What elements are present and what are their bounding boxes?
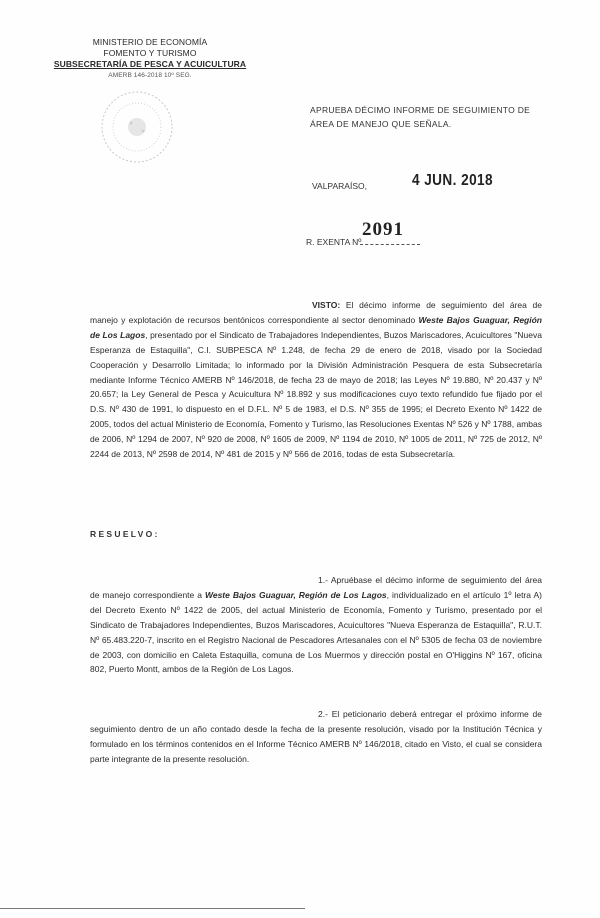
resolution-number-line xyxy=(360,244,420,245)
visto-text-a: El décimo informe de seguimiento del área de manejo y explotación de recursos bentónicos correspondiente al sector denominado xyxy=(90,300,542,325)
item-1-sector-name: Weste Bajos Guaguar, Región de Los Lagos xyxy=(204,589,387,600)
subsecretaria-name: SUBSECRETARÍA DE PESCA Y ACUICULTURA xyxy=(53,59,247,69)
item-2-text: 2.- El peticionario deberá entregar el próximo informe de seguimiento dentro de un año contado desde la fecha de la presente resolución, visado por la Institución Técnica y formulado en los términos contenidos en el Informe Técnico AMERB Nº 146/2018, citado en Visto, el cual se considera parte integrante de la presente resolución. xyxy=(90,709,542,764)
item-1-paragraph xyxy=(90,573,542,677)
ministry-subtitle: FOMENTO Y TURISMO xyxy=(103,48,197,58)
visto-paragraph xyxy=(90,298,542,462)
resolution-number: 2091 xyxy=(362,219,404,240)
visto-sector-name: Weste Bajos Guaguar, Región de Los Lagos xyxy=(90,314,542,340)
item-1-text-b: , individualizado en el artículo 1º letra A) del Decreto Exento Nº 1422 de 2005, del actual Ministerio de Economía, Fomento y Turismo, presentado por el Sindicato de Trabajadores Independientes, Buzos Mariscadores, Acuicultores "Nueva Esperanza de Estaquilla", R.U.T. Nº 65.483.220-7, inscrito en el Registro Nacional de Pescadores Artesanales con el Nº 5305 de fecha 03 de noviembre de 2003, con domicilio en Caleta Estaquilla, comuna de Los Muermos y dirección postal en O'Higgins Nº 167, oficina 802, Puerto Montt, ambos de la Región de Los Lagos. xyxy=(90,589,542,675)
resuelvo-heading: RESUELVO: xyxy=(90,529,160,539)
ministry-name: MINISTERIO DE ECONOMÍA xyxy=(92,37,208,47)
resolution-date: 4 JUN. 2018 xyxy=(412,172,494,189)
visto-text-b: , presentado por el Sindicato de Trabajadores Independientes, Buzos Mariscadores, Acuicultores "Nueva Esperanza de Estaquilla", C.I. SUBPESCA Nº 1.248, de fecha 29 de enero de 2018, visado por la Sociedad Cooperación y Desarrollo Limitada; lo informado por la División Administración Pesquera de esta Subsecretaría mediante Informe Técnico AMERB Nº 146/2018, de fecha 23 de mayo de 2018; las Leyes Nº 19.880, Nº 20.437 y Nº 20.657; la Ley General de Pesca y Acuicultura Nº 18.892 y sus modificaciones cuyo texto refundido fue fijado por el D.S. Nº 430 de 1991, lo dispuesto en el D.F.L. Nº 5 de 1983, el D.S. Nº 355 de 1995; el Decreto Exento Nº 1422 de 2005, todos del actual Ministerio de Economía, Fomento y Turismo, las Resoluciones Exentas Nº 526 y Nº 1788, ambas de 2006, Nº 1294 de 2007, Nº 920 de 2008, Nº 1605 de 2009, Nº 1194 de 2010, Nº 1005 de 2011, Nº 725 de 2012, Nº 2244 de 2013, Nº 2598 de 2014, Nº 481 de 2015 y Nº 566 de 2016, todas de esta Subsecretaría. xyxy=(90,329,542,460)
resolution-label: R. EXENTA Nº xyxy=(306,237,362,247)
item-2-paragraph xyxy=(90,707,542,767)
place-label: VALPARAÍSO, xyxy=(312,181,367,191)
item-1-text-a: 1.- Apruébase el décimo informe de seguimiento del área de manejo correspondiente a xyxy=(90,575,542,600)
visto-label: VISTO: xyxy=(312,300,341,310)
footer-rule xyxy=(0,908,305,909)
official-seal-stamp xyxy=(98,88,176,166)
subject-line-2: ÁREA DE MANEJO QUE SEÑALA. xyxy=(310,119,452,129)
subject-line-1: APRUEBA DÉCIMO INFORME DE SEGUIMIENTO DE xyxy=(310,105,531,115)
reference-code: AMERB 146-2018 10º SEG. xyxy=(108,72,192,79)
